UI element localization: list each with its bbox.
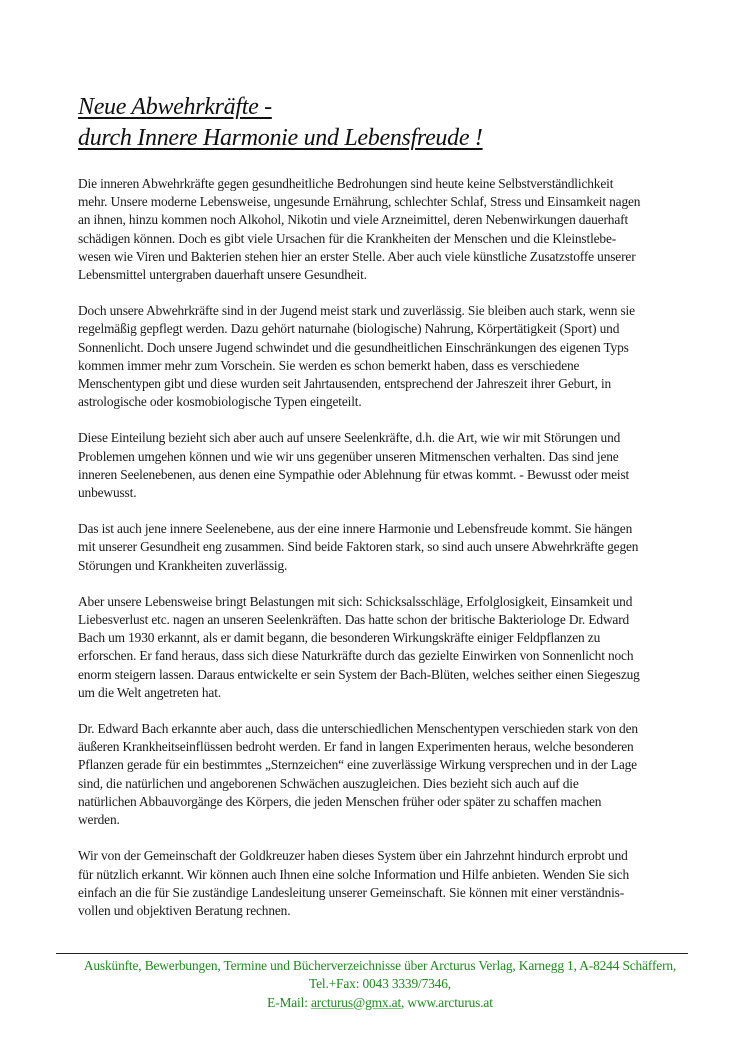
text-line: Pflanzen gerade für ein bestimmtes „Sternzeichen“ eine zuverlässige Wirkung versprechen und in der Lage [78,757,637,773]
text-line: Störungen und Krankheiten zuverlässig. [78,557,288,573]
title-line-1: Neue Abwehrkräfte - [78,94,272,120]
paragraph-3 [78,429,718,502]
text-line: natürlichen Abbauvorgänge des Körpers, die jeden Menschen früher oder später zu schaffen machen [78,793,602,809]
email-link[interactable]: arcturus@gmx.at [310,994,402,1010]
document-title [78,92,483,154]
text-line: regelmäßig gepflegt werden. Dazu gehört naturnahe (biologische) Nahrung, Körpertätigkeit (Sport) und [78,321,620,337]
footer-divider [56,953,688,954]
footer-separator: , [401,994,408,1010]
text-line: Das ist auch jene innere Seelenebene, aus der eine innere Harmonie und Lebensfreude kommt. Sie hängen [78,521,633,537]
text-line: an ihnen, hinzu kommen noch Alkohol, Nikotin und viele Arzneimittel, deren Nebenwirkungen dauerhaft [78,212,629,228]
footer-phone: Tel.+Fax: 0043 3339/7346, [309,976,451,992]
paragraph-1 [78,175,718,284]
text-line: unbewusst. [78,485,137,501]
title-line-2: durch Innere Harmonie und Lebensfreude ! [78,125,483,151]
text-line: Lebensmittel untergraben dauerhaft unsere Gesundheit. [78,267,367,283]
text-line: Problemen umgehen können und wie wir uns gegenüber unseren Mitmenschen verhalten. Das sind jene [78,448,619,464]
text-line: mit unserer Gesundheit eng zusammen. Sind beide Faktoren stark, so sind auch unsere Abwehrkräfte gegen [78,539,639,555]
text-line: erforschen. Er fand heraus, dass sich diese Naturkräfte durch das gezielte Einwirken von Sonnenlicht noch [78,648,634,664]
text-line: schädigen können. Doch es gibt viele Ursachen für die Krankheiten der Menschen und die Kleinstlebe- [78,230,617,246]
document-body [78,175,718,938]
footer-address: Auskünfte, Bewerbungen, Termine und Bücherverzeichnisse über Arcturus Verlag, Karnegg 1, A-8244 Schäffern, [83,958,677,973]
text-line: äußeren Krankheitseinflüssen bedroht werden. Er fand in langen Experimenten heraus, welche besonderen [78,739,634,755]
text-line: Dr. Edward Bach erkannte aber auch, dass die unterschiedlichen Menschentypen verschieden stark von den [78,721,638,737]
text-line: Aber unsere Lebensweise bringt Belastungen mit sich: Schicksalsschläge, Erfolglosigkeit, Einsamkeit und [78,593,633,609]
text-line: um die Welt angetreten hat. [78,684,221,700]
text-line: enorm steigern lassen. Daraus entwickelte er sein System der Bach-Blüten, welches seither einen Siegeszug [78,666,640,682]
text-line: astrologische oder kosmobiologische Typen eingeteilt. [78,394,362,410]
paragraph-2 [78,302,718,411]
text-line: Menschentypen gibt und diese wurden seit Jahrtausenden, entsprechend der Jahreszeit ihrer Geburt, in [78,376,612,392]
text-line: Bach um 1930 erkannt, als er damit begann, die besonderen Wirkungskräfte einiger Feldpflanzen zu [78,630,601,646]
text-line: Diese Einteilung bezieht sich aber auch auf unsere Seelenkräfte, d.h. die Art, wie wir mit Störungen und [78,430,621,446]
text-line: Die inneren Abwehrkräfte gegen gesundheitliche Bedrohungen sind heute keine Selbstverständlichkeit [78,176,614,191]
text-line: sind, die natürlichen und angeborenen Schwächen auszugleichen. Dies bezieht sich auch auf die [78,775,579,791]
website-link[interactable]: www.arcturus.at [407,994,493,1010]
paragraph-4 [78,520,718,575]
text-line: für nützlich erkannt. Wir können auch Ihnen eine solche Information und Hilfe anbieten. Wenden Sie sich [78,866,629,882]
text-line: vollen und objektiven Beratung rechnen. [78,902,291,918]
text-line: wesen wie Viren und Bakterien stehen hier an erster Stelle. Aber auch viele künstliche Zusatzstoffe unserer [78,248,636,264]
paragraph-6 [78,720,718,829]
footer-email-line [40,994,720,1012]
email-label: E-Mail: [267,994,311,1010]
text-line: Liebesverlust etc. nagen an unseren Seelenkräften. Das hatte schon der britische Bakteriologe Dr. Edward [78,612,630,628]
paragraph-5 [78,593,718,702]
text-line: Doch unsere Abwehrkräfte sind in der Jugend meist stark und zuverlässig. Sie bleiben auch stark, wenn sie [78,303,635,319]
text-line: kommen immer mehr zum Vorschein. Sie werden es schon bemerkt haben, dass es verschiedene [78,357,580,373]
text-line: Wir von der Gemeinschaft der Goldkreuzer haben dieses System über ein Jahrzehnt hindurch erprobt und [78,848,628,864]
text-line: einfach an die für Sie zuständige Landesleitung unserer Gemeinschaft. Sie können mit einer verständnis- [78,884,625,900]
text-line: inneren Seelenebenen, aus denen eine Sympathie oder Ablehnung für etwas kommt. - Bewusst oder meist [78,466,630,482]
text-line: Sonnenlicht. Doch unsere Jugend schwindet und die gesundheitlichen Einschränkungen des eigenen Typs [78,339,629,355]
text-line: mehr. Unsere moderne Lebensweise, ungesunde Ernährung, schlechter Schlaf, Stress und Einsamkeit nagen [78,194,641,210]
paragraph-7 [78,847,718,920]
text-line: werden. [78,812,120,828]
footer-contact [40,957,720,1012]
